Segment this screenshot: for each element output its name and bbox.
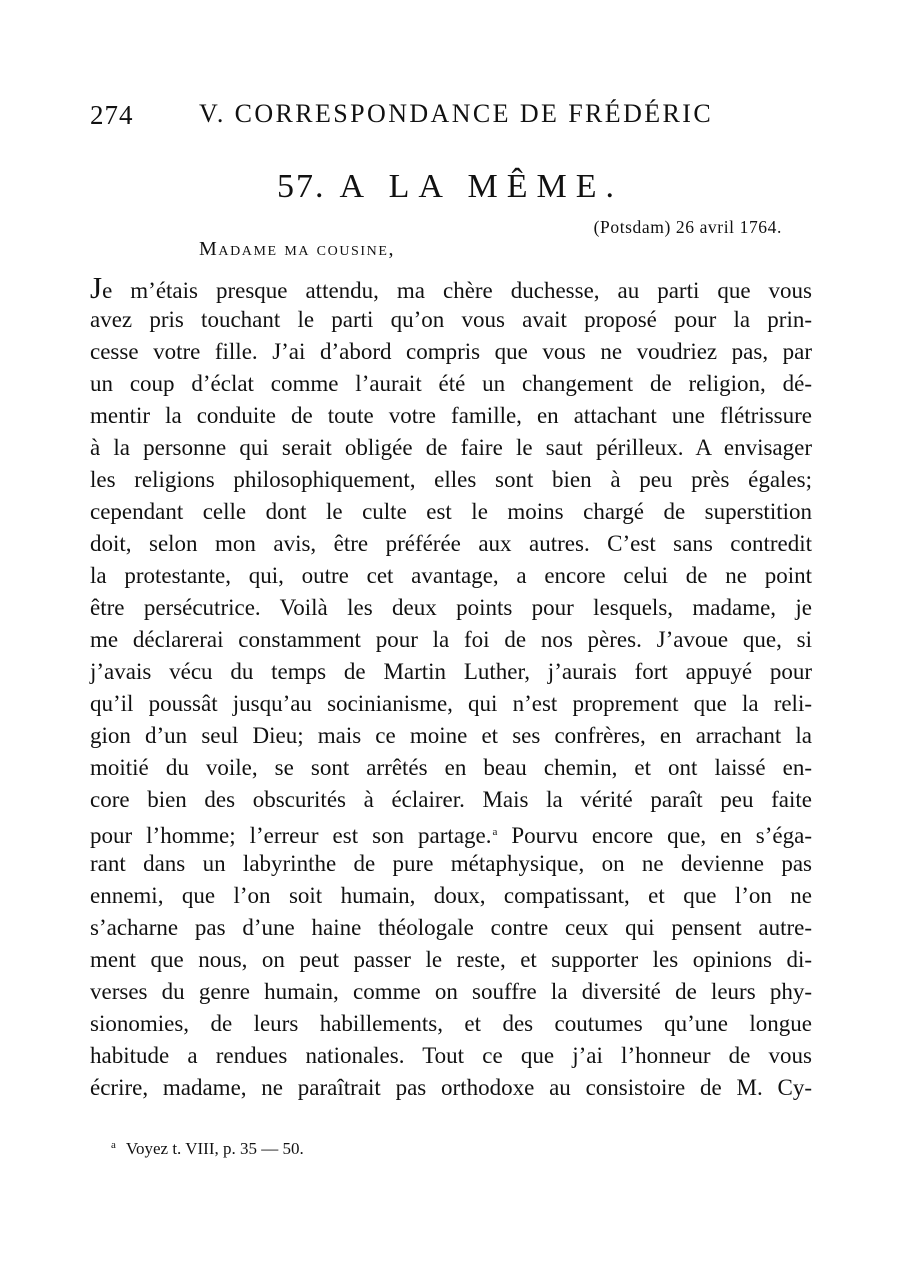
text-line: s’acharne pas d’une haine théologale contre ceux qui pensent autre- (90, 915, 812, 940)
text-line: cependant celle dont le culte est le moins chargé de superstition (90, 499, 812, 524)
text-line: un coup d’éclat comme l’aurait été un changement de religion, dé- (90, 371, 812, 396)
letter-body (90, 272, 812, 1104)
footnote-marker[interactable]: a (492, 826, 498, 838)
text-line: core bien des obscurités à éclairer. Mais la vérité paraît peu faite (90, 787, 812, 812)
text-line: j’avais vécu du temps de Martin Luther, j’aurais fort appuyé pour (90, 659, 812, 684)
text-line: habitude a rendues nationales. Tout ce que j’ai l’honneur de vous (90, 1043, 812, 1068)
running-title: V. CORRESPONDANCE DE FRÉDÉRIC (199, 99, 714, 128)
text-line: rant dans un labyrinthe de pure métaphysique, on ne devienne pas (90, 851, 812, 876)
text-line: la protestante, qui, outre cet avantage, a encore celui de ne point (90, 563, 812, 588)
text-line: être persécutrice. Voilà les deux points pour lesquels, madame, je (90, 595, 812, 620)
text-line: cesse votre fille. J’ai d’abord compris que vous ne voudriez pas, par (90, 339, 812, 364)
text-line: qu’il poussât jusqu’au socinianisme, qui n’est proprement que la reli- (90, 691, 812, 716)
text-line: moitié du voile, se sont arrêtés en beau chemin, et ont laissé en- (90, 755, 812, 780)
footnote (111, 1139, 304, 1159)
letter-heading: A LA MÊME. (339, 168, 624, 205)
drop-initial: J (90, 270, 103, 305)
text-line: ennemi, que l’on soit humain, doux, compatissant, et que l’on ne (90, 883, 812, 908)
text-line: verses du genre humain, comme on souffre la diversité de leurs phy- (90, 979, 812, 1004)
page-number: 274 (90, 100, 134, 130)
letter-dateline: (Potsdam) 26 avril 1764. (593, 217, 782, 237)
letter-title (0, 168, 900, 206)
footnote-text: Voyez t. VIII, p. 35 — 50. (125, 1139, 304, 1158)
text-line: gion d’un seul Dieu; mais ce moine et ses confrères, en arrachant la (90, 723, 812, 748)
text-line: ment que nous, on peut passer le reste, et supporter les opinions di- (90, 947, 812, 972)
text-line: avez pris touchant le parti qu’on vous avait proposé pour la prin- (90, 307, 812, 332)
text-line: Je m’étais presque attendu, ma chère duchesse, au parti que vous (90, 270, 812, 305)
text-line: doit, selon mon avis, être préférée aux autres. C’est sans contredit (90, 531, 812, 556)
text-line: pour l’homme; l’erreur est son partage.$^a$ Pourvu encore que, en s’éga- (90, 823, 812, 848)
salutation: Madame ma cousine, (199, 238, 396, 260)
text-line: me déclarerai constamment pour la foi de nos pères. J’avoue que, si (90, 627, 812, 652)
text-line: mentir la conduite de toute votre famille, en attachant une flétrissure (90, 403, 812, 428)
text-line: écrire, madame, ne paraîtrait pas orthodoxe au consistoire de M. Cy- (90, 1075, 812, 1100)
text-line: les religions philosophiquement, elles sont bien à peu près égales; (90, 467, 812, 492)
text-line: à la personne qui serait obligée de faire le saut périlleux. A envisager (90, 435, 812, 460)
text-line: sionomies, de leurs habillements, et des coutumes qu’une longue (90, 1011, 812, 1036)
footnote-label: a (111, 1139, 116, 1151)
letter-number: 57. (276, 168, 326, 205)
